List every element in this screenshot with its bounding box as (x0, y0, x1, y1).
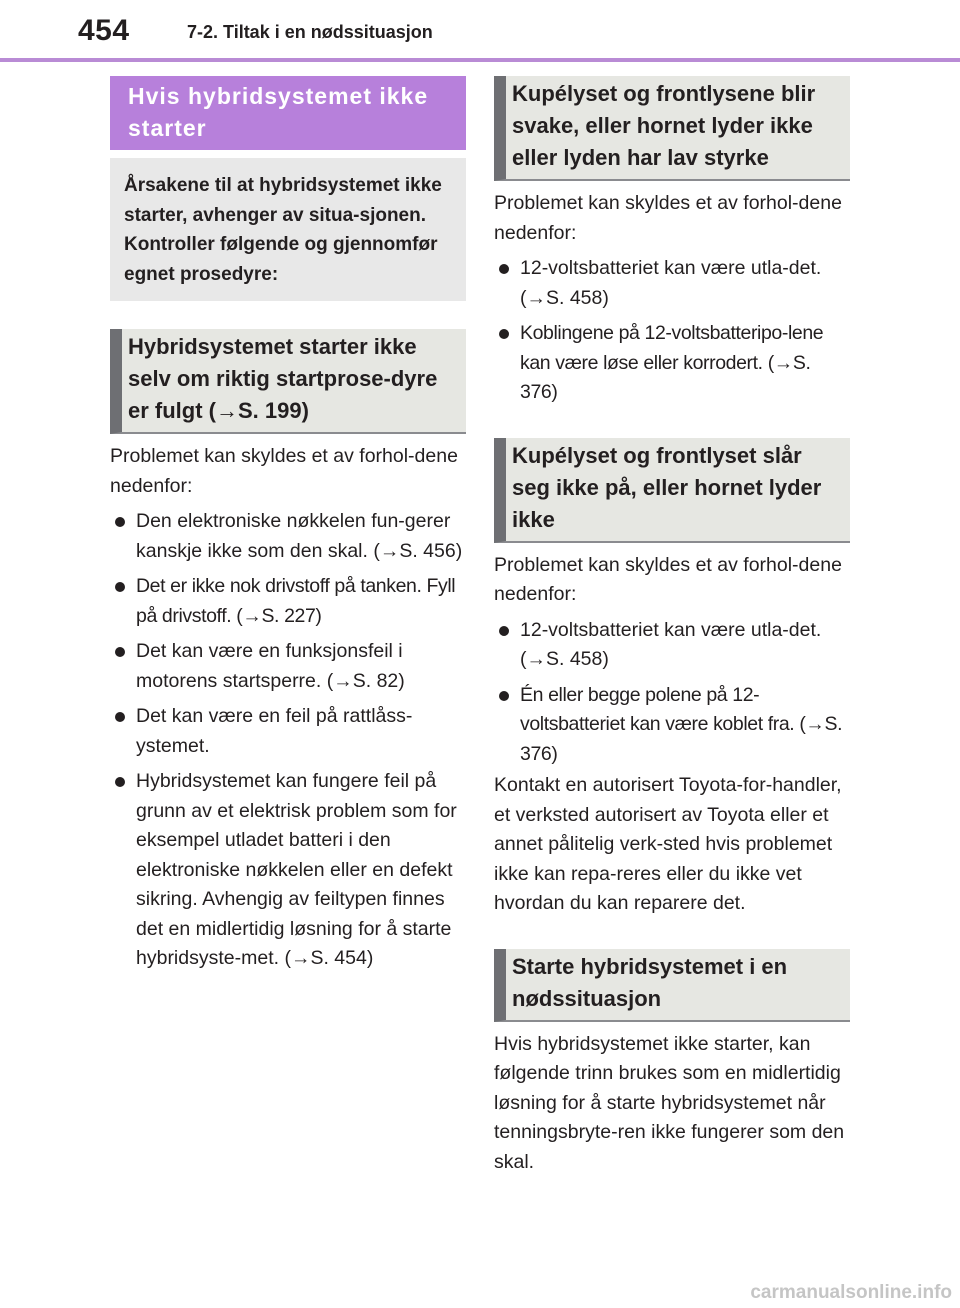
main-section-heading: Hvis hybridsystemet ikke starter (110, 76, 466, 150)
list-item: 12-voltsbatteriet kan være utla-det. (→S. 458) (494, 254, 850, 313)
bullet-list (494, 254, 850, 408)
paragraph: Problemet kan skyldes et av forhol-dene nedenfor: (110, 445, 458, 497)
header-rule (0, 58, 960, 62)
contact-paragraph: Kontakt en autorisert Toyota-for-handler, et verksted autorisert av Toyota eller et annet pålitelig verk-sted hvis problemet ikke kan repa-reres eller du ikke vet hvordan du kan reparere det. (494, 774, 842, 914)
bullet-icon (115, 582, 125, 592)
list-item: Den elektroniske nøkkelen fun-gerer kanskje ikke som den skal. (→S. 456) (110, 507, 466, 566)
bullet-list (110, 507, 466, 974)
subheading-starter-fails: Hybridsystemet starter ikke selv om riktig startprose-dyre er fulgt (→S. 199) (110, 329, 466, 434)
list-item: Det kan være en feil på rattlåss-ystemet. (110, 702, 466, 761)
watermark: carmanualsonline.info (750, 1282, 952, 1303)
list-item: Hybridsystemet kan fungere feil på grunn av et elektrisk problem som for eksempel utladet batteri i den elektroniske nøkkelen eller en defekt sikring. Avhengig av feiltypen finnes det en midlertidig løsning for å starte hybridsyste-met. (→S. 454) (110, 767, 466, 974)
subheading-lights-weak: Kupélyset og frontlysene blir svake, eller hornet lyder ikke eller lyden har lav styrke (494, 76, 850, 181)
subheading-emergency-start: Starte hybridsystemet i en nødssituasjon (494, 949, 850, 1022)
list-item: Koblingene på 12-voltsbatteripo-lene kan være løse eller korrodert. (→S. 376) (494, 319, 850, 408)
right-column (494, 76, 850, 1177)
bullet-icon (499, 264, 509, 274)
section-title: 7-2. Tiltak i en nødssituasjon (187, 22, 433, 42)
bullet-list (494, 616, 850, 770)
paragraph: Problemet kan skyldes et av forhol-dene nedenfor: (494, 192, 842, 244)
bullet-icon (499, 691, 509, 701)
bullet-icon (115, 517, 125, 527)
bullet-icon (115, 777, 125, 787)
bullet-icon (499, 626, 509, 636)
bullet-icon (115, 712, 125, 722)
page-header (0, 0, 960, 62)
bullet-icon (115, 647, 125, 657)
list-item: Det er ikke nok drivstoff på tanken. Fyll på drivstoff. (→S. 227) (110, 572, 466, 631)
list-item: Én eller begge polene på 12-voltsbatteriet kan være koblet fra. (→S. 376) (494, 681, 850, 770)
paragraph: Problemet kan skyldes et av forhol-dene nedenfor: (494, 553, 842, 605)
list-item: 12-voltsbatteriet kan være utla-det. (→S. 458) (494, 616, 850, 675)
subheading-lights-off: Kupélyset og frontlyset slår seg ikke på, eller hornet lyder ikke (494, 438, 850, 543)
intro-box: Årsakene til at hybridsystemet ikke starter, avhenger av situa-sjonen. Kontroller følgende og gjennomfør egnet prosedyre: (110, 158, 466, 301)
page-number: 454 (78, 14, 130, 47)
paragraph: Hvis hybridsystemet ikke starter, kan følgende trinn brukes som en midlertidig løsning for å starte hybridsystemet når tenningsbryte-ren ikke fungerer som den skal. (494, 1032, 845, 1173)
bullet-icon (499, 329, 509, 339)
left-column (110, 76, 466, 974)
list-item: Det kan være en funksjonsfeil i motorens startsperre. (→S. 82) (110, 637, 466, 696)
